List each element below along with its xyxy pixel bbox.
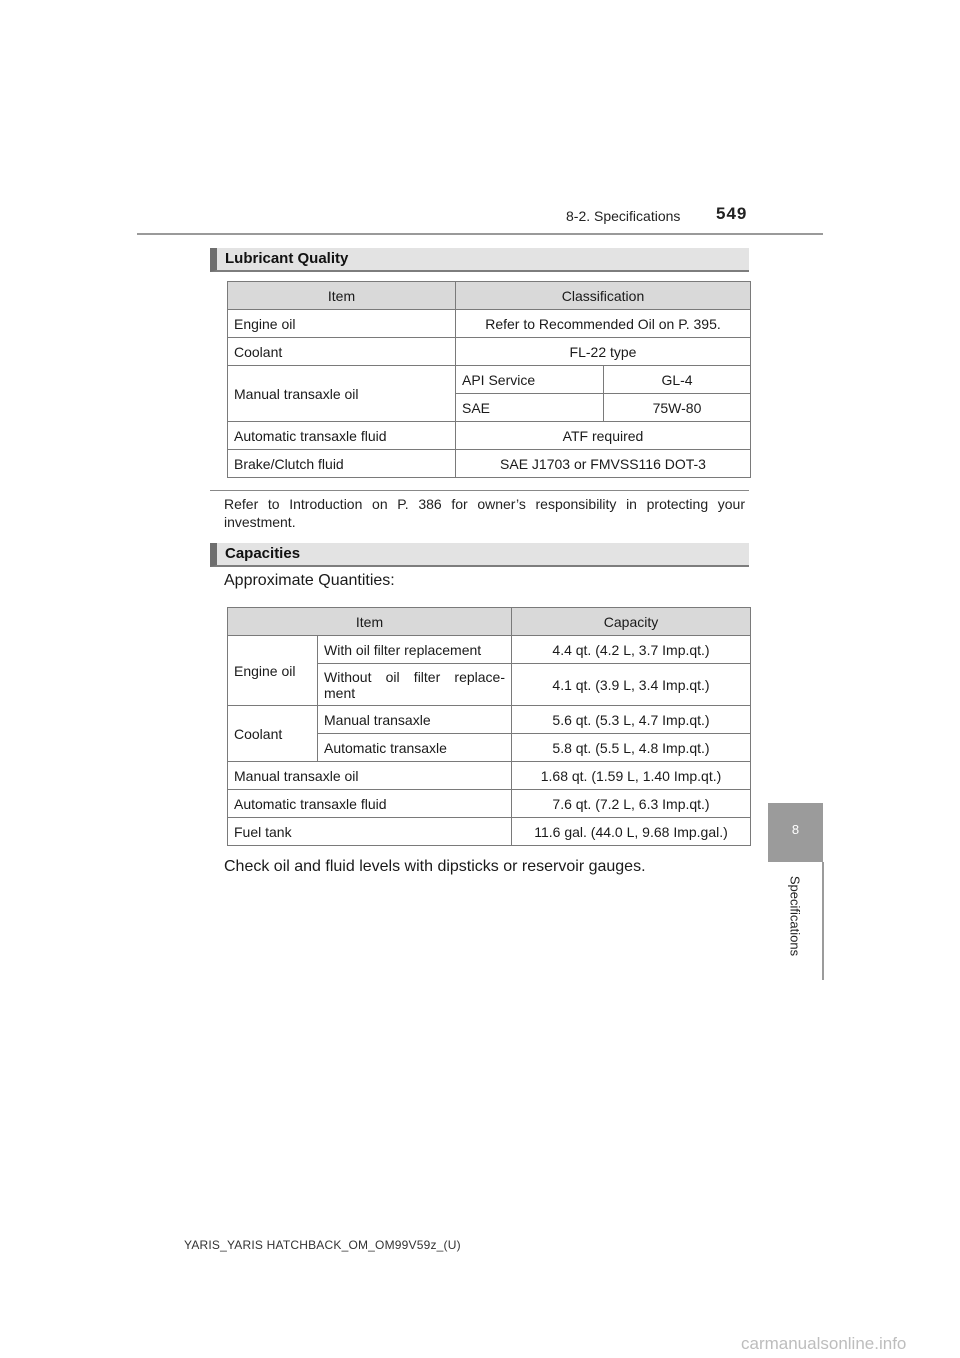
lubricant-quality-heading: Lubricant Quality xyxy=(210,248,749,272)
row-label-manual-transaxle-oil: Manual transaxle oil xyxy=(228,366,456,422)
without-filter-value: 4.1 qt. (3.9 L, 3.4 Imp.qt.) xyxy=(512,664,751,706)
note-divider xyxy=(210,490,749,491)
with-filter-value: 4.4 qt. (4.2 L, 3.7 Imp.qt.) xyxy=(512,636,751,664)
sae-label: SAE xyxy=(456,394,604,422)
row-value-manual-transaxle-oil: 1.68 qt. (1.59 L, 1.40 Imp.qt.) xyxy=(512,762,751,790)
document-footer: YARIS_YARIS HATCHBACK_OM_OM99V59z_(U) xyxy=(184,1238,461,1252)
row-label-automatic-transaxle-fluid: Automatic transaxle fluid xyxy=(228,422,456,450)
sae-value: 75W-80 xyxy=(604,394,751,422)
column-header-classification: Classification xyxy=(456,282,751,310)
header-divider xyxy=(137,233,823,235)
table-row xyxy=(228,636,751,664)
manual-transaxle-label: Manual transaxle xyxy=(318,706,512,734)
column-header-capacity: Capacity xyxy=(512,608,751,636)
table-header-row xyxy=(228,608,751,636)
section-title: 8-2. Specifications xyxy=(566,208,681,224)
capacities-table xyxy=(227,607,751,846)
table-row xyxy=(228,818,751,846)
page-number: 549 xyxy=(716,204,748,223)
automatic-transaxle-value: 5.8 qt. (5.5 L, 4.8 Imp.qt.) xyxy=(512,734,751,762)
automatic-transaxle-label: Automatic transaxle xyxy=(318,734,512,762)
table-row xyxy=(228,706,751,734)
table-row xyxy=(228,310,751,338)
column-header-item: Item xyxy=(228,608,512,636)
row-value-fuel-tank: 11.6 gal. (44.0 L, 9.68 Imp.gal.) xyxy=(512,818,751,846)
row-label-brake-clutch-fluid: Brake/Clutch fluid xyxy=(228,450,456,478)
api-service-value: GL-4 xyxy=(604,366,751,394)
lubricant-quality-table xyxy=(227,281,751,478)
row-label-engine-oil: Engine oil xyxy=(228,310,456,338)
watermark: carmanualsonline.info xyxy=(741,1334,907,1353)
row-label-coolant: Coolant xyxy=(228,706,318,762)
row-value-engine-oil: Refer to Recommended Oil on P. 395. xyxy=(456,310,751,338)
manual-transaxle-value: 5.6 qt. (5.3 L, 4.7 Imp.qt.) xyxy=(512,706,751,734)
row-label-manual-transaxle-oil: Manual transaxle oil xyxy=(228,762,512,790)
table-row xyxy=(228,366,751,394)
row-label-engine-oil: Engine oil xyxy=(228,636,318,706)
row-value-coolant: FL-22 type xyxy=(456,338,751,366)
without-filter-label xyxy=(318,664,512,706)
table-row xyxy=(228,338,751,366)
table-row xyxy=(228,450,751,478)
with-filter-label: With oil filter replacement xyxy=(318,636,512,664)
chapter-tab-edge xyxy=(822,862,824,980)
row-value-brake-clutch-fluid: SAE J1703 or FMVSS116 DOT-3 xyxy=(456,450,751,478)
table-row xyxy=(228,762,751,790)
chapter-number: 8 xyxy=(791,822,800,837)
without-filter-label-line-1: Without oil filter replace- xyxy=(324,668,506,685)
capacities-heading: Capacities xyxy=(210,543,749,567)
table-row xyxy=(228,422,751,450)
row-value-automatic-transaxle-fluid: ATF required xyxy=(456,422,751,450)
owner-responsibility-note: Refer to Introduction on P. 386 for owner’s responsibility in protecting your investment. xyxy=(224,496,745,530)
row-value-automatic-transaxle-fluid: 7.6 qt. (7.2 L, 6.3 Imp.qt.) xyxy=(512,790,751,818)
row-label-fuel-tank: Fuel tank xyxy=(228,818,512,846)
api-service-label: API Service xyxy=(456,366,604,394)
row-label-automatic-transaxle-fluid: Automatic transaxle fluid xyxy=(228,790,512,818)
without-filter-label-line-2: ment xyxy=(324,684,356,701)
table-header-row xyxy=(228,282,751,310)
table-row xyxy=(228,790,751,818)
check-levels-note: Check oil and fluid levels with dipsticks or reservoir gauges. xyxy=(224,858,646,875)
chapter-label: Specifications xyxy=(787,875,803,957)
row-label-coolant: Coolant xyxy=(228,338,456,366)
column-header-item: Item xyxy=(228,282,456,310)
approximate-quantities-label: Approximate Quantities: xyxy=(224,572,395,589)
